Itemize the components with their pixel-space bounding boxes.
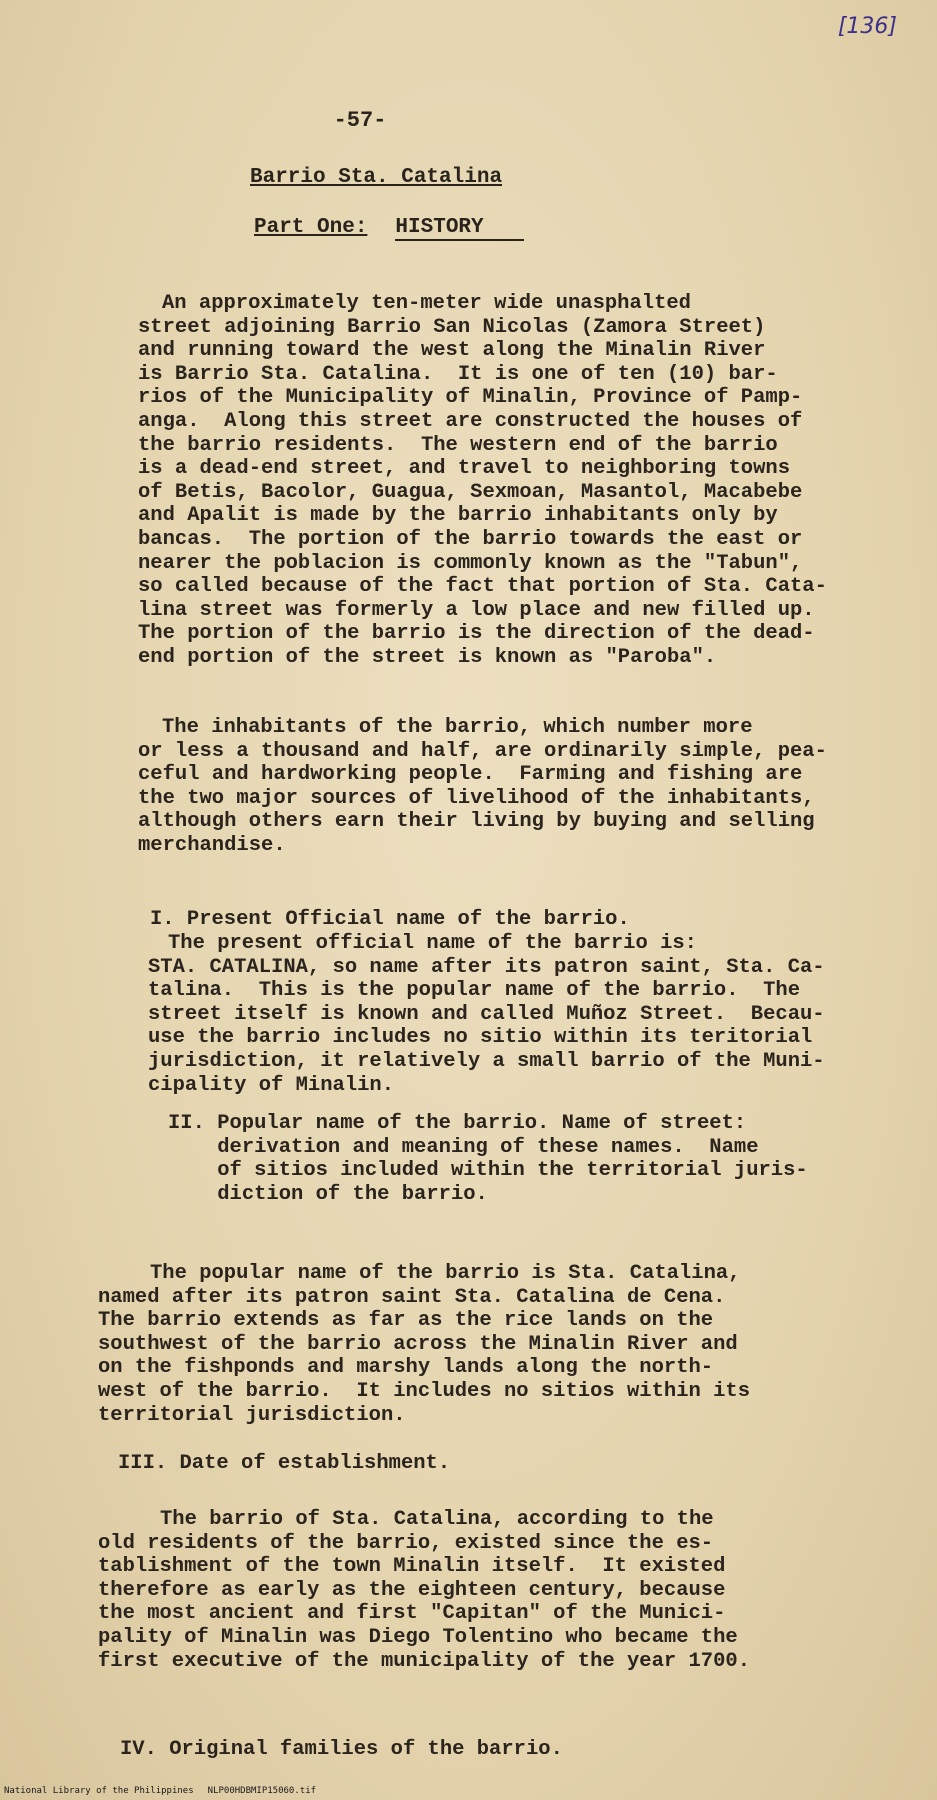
text-line: on the fishponds and marshy lands along the north- — [98, 1356, 714, 1380]
text-line: The portion of the barrio is the direction of the dead- — [138, 622, 815, 646]
section-1-body — [150, 932, 890, 1097]
footer-filename: NLP00HDBMIP15060.tif — [207, 1786, 317, 1796]
section-1-heading — [150, 908, 890, 932]
text-line: The inhabitants of the barrio, which number more — [162, 716, 753, 739]
text-line: talina. This is the popular name of the barrio. The — [148, 979, 801, 1003]
text-line: is a dead-end street, and travel to neighboring towns — [138, 457, 791, 481]
text-line: so called because of the fact that portion of Sta. Cata- — [138, 575, 827, 599]
text-line: street adjoining Barrio San Nicolas (Zamora Street) — [138, 315, 766, 339]
section-3-body — [98, 1508, 890, 1673]
text-line: merchandise. — [138, 833, 286, 857]
text-line: therefore as early as the eighteen century, because — [98, 1578, 726, 1602]
page-number: -57- — [333, 108, 387, 133]
section-4-heading — [120, 1738, 908, 1762]
text-line: of Betis, Bacolor, Guagua, Sexmoan, Masantol, Macabebe — [138, 480, 803, 504]
section-2-body — [98, 1262, 890, 1427]
text-line: bancas. The portion of the barrio towards the east or — [138, 527, 803, 551]
text-line: the most ancient and first "Capitan" of the Munici- — [98, 1602, 726, 1626]
section-2-heading — [168, 1112, 908, 1206]
inhabitants-paragraph — [138, 716, 890, 858]
section-heading-text: III. Date of establishment. — [118, 1452, 451, 1475]
text-line: pality of Minalin was Diego Tolentino who became the — [98, 1625, 738, 1649]
text-line: street itself is known and called Muñoz Street. Becau- — [148, 1002, 825, 1026]
section-heading-text: of sitios included within the territorial juris- — [168, 1159, 808, 1183]
archive-stamp: [136] — [837, 14, 897, 39]
text-line: tablishment of the town Minalin itself. It existed — [98, 1555, 726, 1579]
text-line: named after its patron saint Sta. Catalina de Cena. — [98, 1285, 726, 1309]
text-line: or less a thousand and half, are ordinarily simple, pea- — [138, 739, 827, 763]
text-line: is Barrio Sta. Catalina. It is one of ten (10) bar- — [138, 362, 778, 386]
document-title: Barrio Sta. Catalina — [250, 166, 503, 189]
text-line: lina street was formerly a low place and new filled up. — [138, 598, 815, 622]
text-line: nearer the poblacion is commonly known as the "Tabun", — [138, 551, 803, 575]
text-line: ceful and hardworking people. Farming and fishing are — [138, 763, 803, 787]
text-line: territorial jurisdiction. — [98, 1403, 406, 1427]
section-heading-text: IV. Original families of the barrio. — [120, 1738, 563, 1761]
section-heading-text: diction of the barrio. — [168, 1182, 488, 1206]
scan-footer — [4, 1786, 316, 1796]
part-title: HISTORY — [395, 216, 523, 241]
text-line: southwest of the barrio across the Minalin River and — [98, 1332, 738, 1356]
text-line: cipality of Minalin. — [148, 1073, 395, 1097]
text-line: west of the barrio. It includes no sitios within its — [98, 1379, 751, 1403]
text-line: An approximately ten-meter wide unasphalted — [162, 292, 691, 315]
section-3-heading — [118, 1452, 908, 1476]
text-line: STA. CATALINA, so name after its patron saint, Sta. Ca- — [148, 955, 825, 979]
text-line: the two major sources of livelihood of the inhabitants, — [138, 786, 815, 810]
text-line: The barrio extends as far as the rice lands on the — [98, 1309, 714, 1333]
text-line: The present official name of the barrio is: — [168, 932, 697, 955]
text-line: end portion of the street is known as "Paroba". — [138, 645, 717, 669]
text-line: the barrio residents. The western end of the barrio — [138, 433, 778, 457]
text-line: The popular name of the barrio is Sta. Catalina, — [150, 1262, 741, 1285]
text-line: although others earn their living by buying and selling — [138, 810, 815, 834]
intro-paragraph — [138, 292, 890, 670]
text-line: jurisdiction, it relatively a small barrio of the Muni- — [148, 1049, 825, 1073]
text-line: use the barrio includes no sitio within its teritorial — [148, 1026, 813, 1050]
text-line: and Apalit is made by the barrio inhabitants only by — [138, 504, 778, 528]
section-heading-text: I. Present Official name of the barrio. — [150, 908, 630, 931]
text-line: old residents of the barrio, existed since the es- — [98, 1531, 714, 1555]
text-line: and running toward the west along the Minalin River — [138, 339, 766, 363]
section-heading-text: II. Popular name of the barrio. Name of street: — [168, 1112, 747, 1135]
part-heading — [254, 216, 524, 239]
text-line: rios of the Municipality of Minalin, Province of Pamp- — [138, 386, 803, 410]
text-line: anga. Along this street are constructed the houses of — [138, 409, 803, 433]
section-heading-text: derivation and meaning of these names. Name — [168, 1135, 759, 1159]
text-line: The barrio of Sta. Catalina, according to the — [160, 1508, 714, 1531]
footer-library: National Library of the Philippines — [4, 1786, 194, 1796]
part-label: Part One: — [254, 216, 368, 239]
text-line: first executive of the municipality of the year 1700. — [98, 1649, 751, 1673]
